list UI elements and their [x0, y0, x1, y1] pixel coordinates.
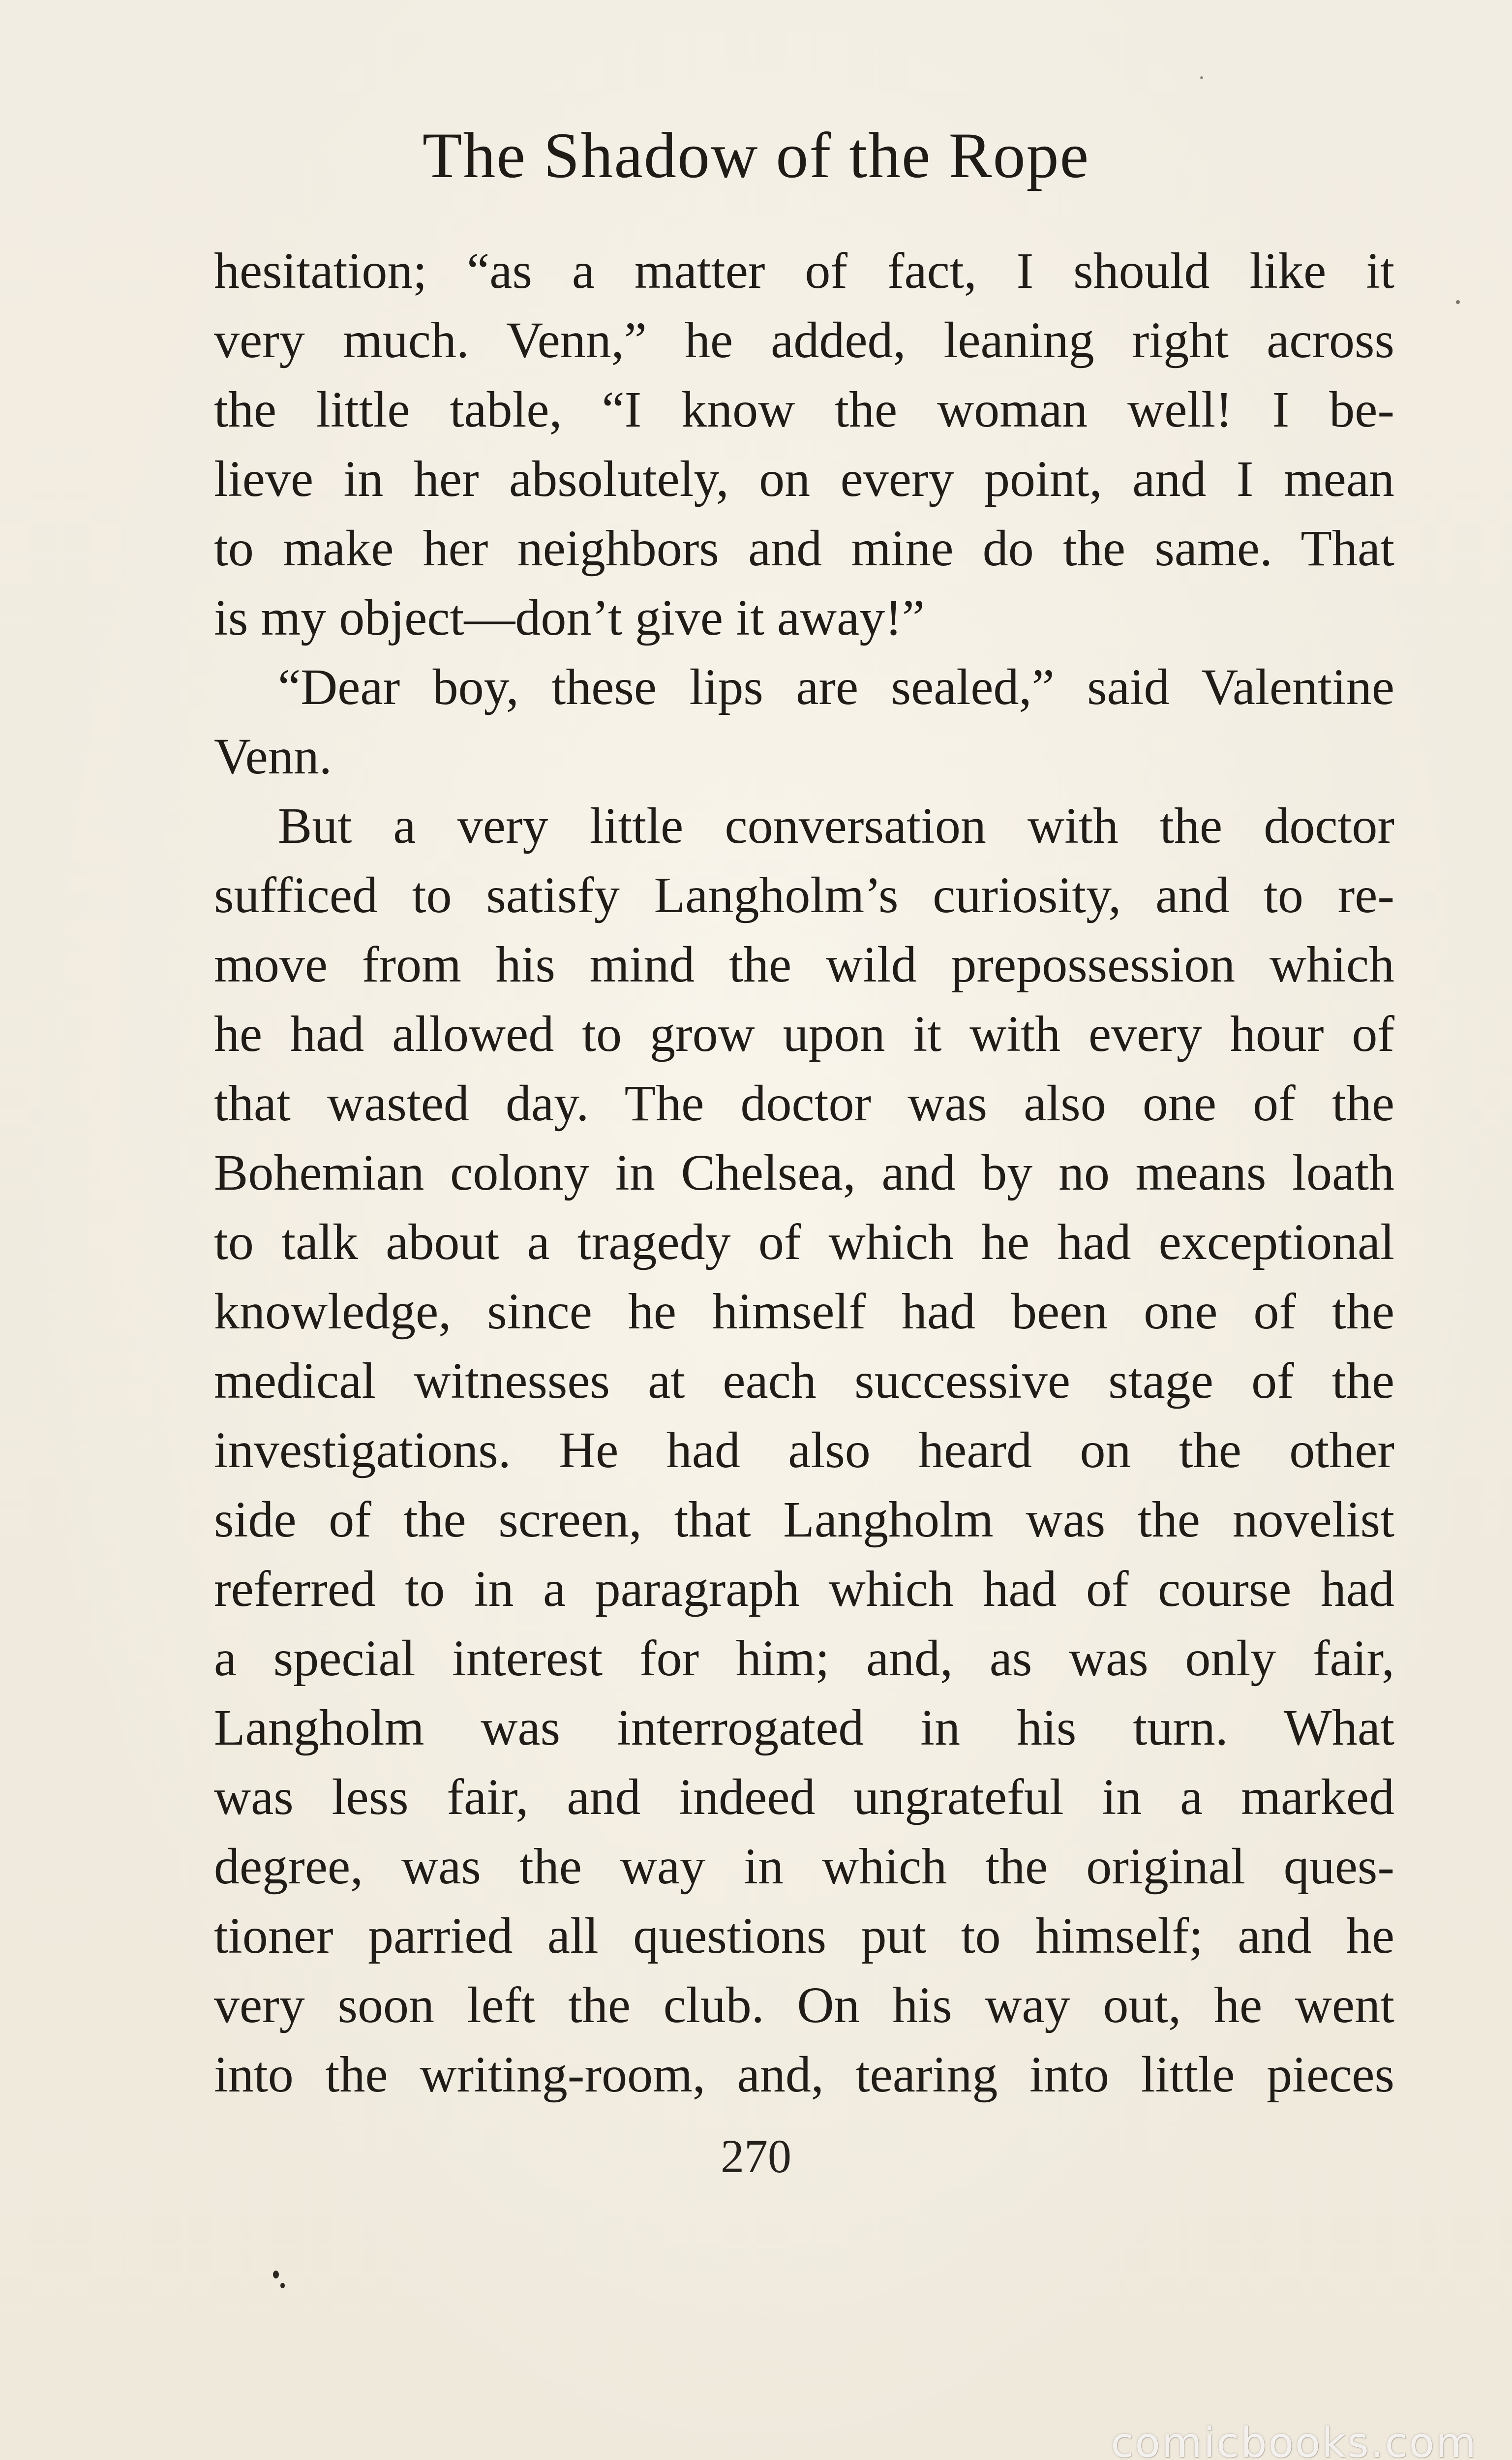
text-line: to make her neighbors and mine do the same. That — [214, 520, 1394, 577]
text-line: But a very little conversation with the doctor — [278, 798, 1394, 854]
text-line: lieve in her absolutely, on every point, and I mean — [214, 451, 1394, 507]
text-line: degree, was the way in which the original ques- — [214, 1838, 1394, 1895]
text-line: very much. Venn,” he added, leaning right across — [214, 312, 1394, 369]
text-line: very soon left the club. On his way out, he went — [214, 1977, 1394, 2033]
page-number: 270 — [721, 2130, 791, 2183]
text-line: sufficed to satisfy Langholm’s curiosity, and to re- — [214, 867, 1394, 923]
text-line: Bohemian colony in Chelsea, and by no means loath — [214, 1144, 1394, 1201]
body-text — [214, 236, 1394, 2109]
text-line: “Dear boy, these lips are sealed,” said Valentine — [278, 659, 1394, 715]
text-line: that wasted day. The doctor was also one of the — [214, 1075, 1394, 1132]
text-line: knowledge, since he himself had been one of the — [214, 1283, 1394, 1340]
running-head: The Shadow of the Rope — [422, 119, 1090, 191]
ink-speck — [280, 2283, 285, 2288]
text-line: investigations. He had also heard on the other — [214, 1422, 1394, 1478]
text-line: referred to in a paragraph which had of course had — [214, 1561, 1394, 1617]
text-line: was less fair, and indeed ungrateful in a marked — [214, 1769, 1394, 1825]
ink-speck — [273, 2271, 279, 2278]
text-line: move from his mind the wild prepossession which — [214, 936, 1394, 993]
text-line: into the writing-room, and, tearing into little pieces — [214, 2046, 1394, 2103]
text-line: Langholm was interrogated in his turn. What — [214, 1699, 1394, 1756]
text-line: the little table, “I know the woman well! I be- — [214, 381, 1394, 438]
text-line: side of the screen, that Langholm was the novelist — [214, 1491, 1394, 1548]
text-line: medical witnesses at each successive stage of the — [214, 1353, 1394, 1409]
text-line: to talk about a tragedy of which he had exceptional — [214, 1214, 1394, 1270]
text-line: a special interest for him; and, as was only fair, — [214, 1630, 1394, 1687]
text-line: he had allowed to grow upon it with every hour of — [214, 1006, 1394, 1062]
text-line: tioner parried all questions put to himself; and he — [214, 1907, 1394, 1964]
ink-speck — [1200, 76, 1203, 79]
text-line: hesitation; “as a matter of fact, I should like it — [214, 243, 1394, 299]
text-line: Venn. — [214, 728, 332, 785]
text-line: is my object—don’t give it away!” — [214, 589, 925, 646]
watermark: comicbooks.com — [1111, 2419, 1478, 2460]
ink-speck — [1456, 300, 1460, 304]
